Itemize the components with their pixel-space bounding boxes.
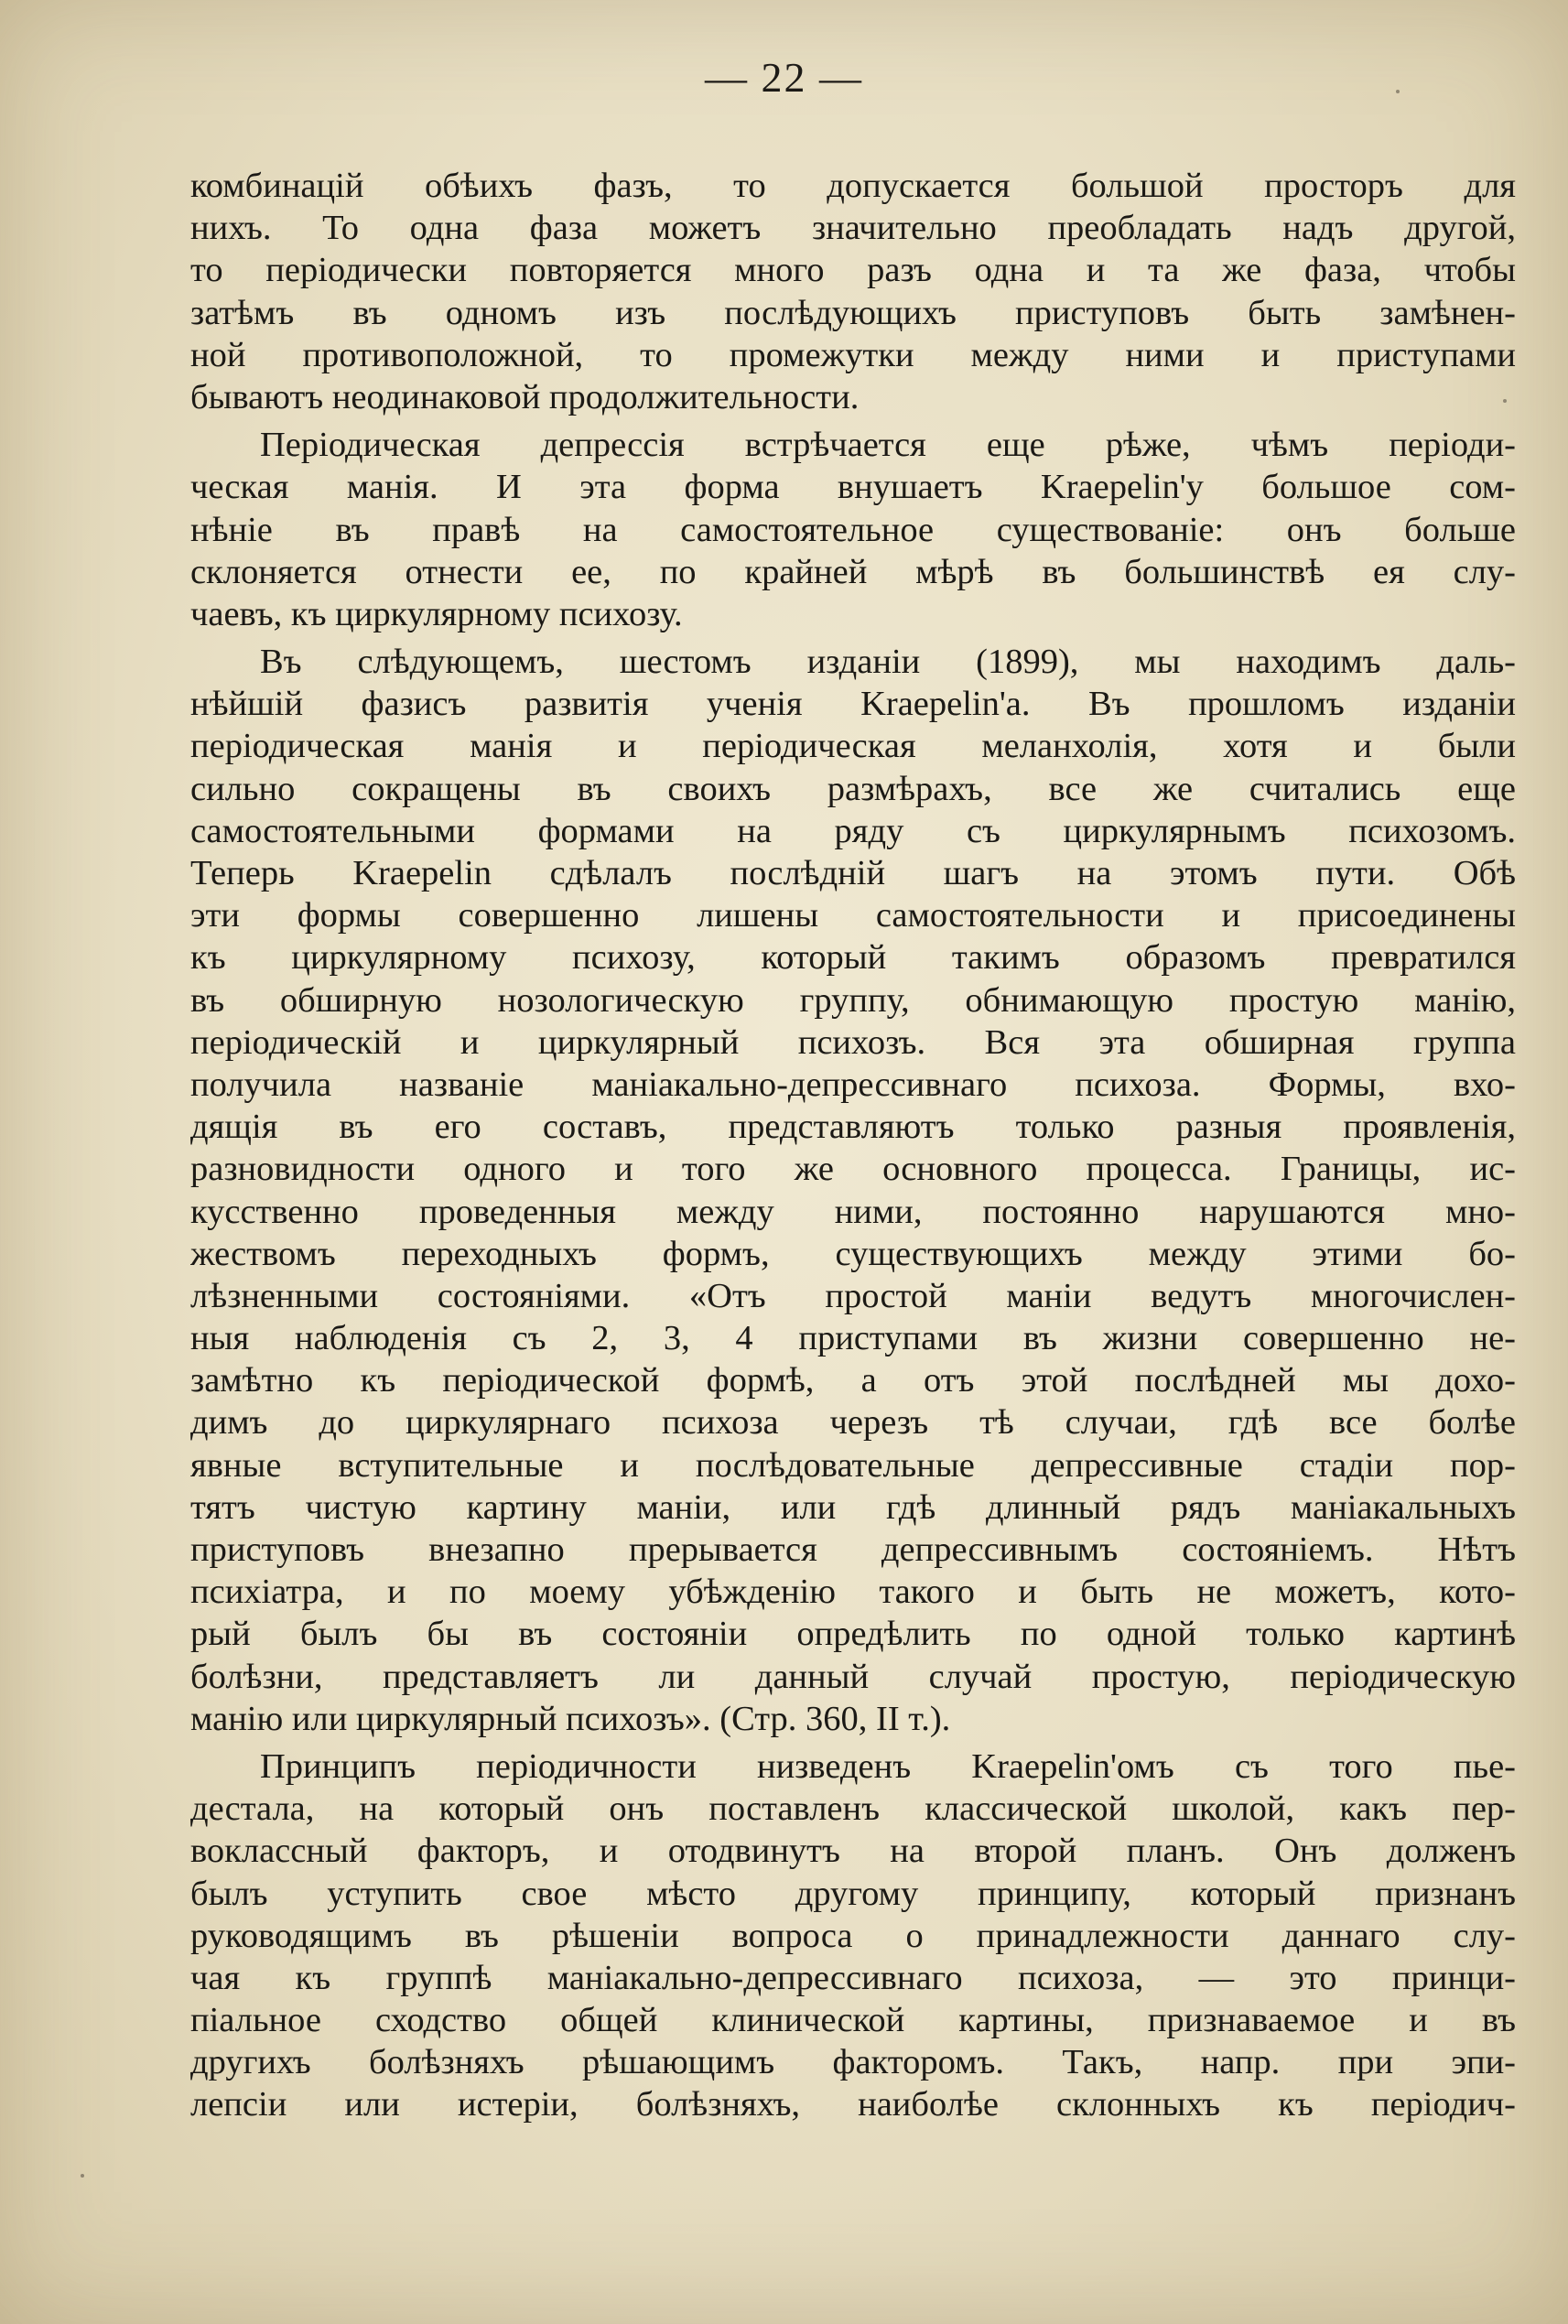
text-line: нихъ. То одна фаза можетъ значительно преобладать надъ другой,: [190, 209, 1516, 248]
text-line: нѣйшій фазисъ развитія ученія Kraepelin'а. Въ прошломъ изданіи: [190, 685, 1516, 724]
text-line: нѣніе въ правѣ на самостоятельное существованіе: онъ больше: [190, 510, 1516, 549]
text-line: лепсіи или истеріи, болѣзняхъ, наиболѣе склонныхъ къ періодич-: [190, 2085, 1516, 2124]
text-line: сильно сокращены въ своихъ размѣрахъ, все же считались еще: [190, 769, 1516, 808]
text-line: чаевъ, къ циркулярному психозу.: [190, 594, 683, 633]
text-line: манію или циркулярный психозъ». (Стр. 360, II т.).: [190, 1699, 951, 1738]
text-line: періодическая манія и періодическая меланхолія, хотя и были: [190, 727, 1516, 766]
text-line: тятъ чистую картину маніи, или гдѣ длинный рядъ маніакальныхъ: [190, 1487, 1516, 1527]
text-line: самостоятельными формами на ряду съ циркулярнымъ психозомъ.: [190, 811, 1516, 850]
text-line: разновидности одного и того же основного процесса. Границы, ис-: [190, 1150, 1516, 1189]
text-line: затѣмъ въ одномъ изъ послѣдующихъ приступовъ быть замѣнен-: [190, 293, 1516, 332]
text-line: склоняется отнести ее, по крайней мѣрѣ въ большинствѣ ея слу-: [190, 552, 1516, 591]
text-line: піальное сходство общей клинической картины, признаваемое и въ: [190, 2001, 1516, 2040]
text-line: дящія въ его составъ, представляютъ только разныя проявленія,: [190, 1108, 1516, 1147]
paper-speck: [1396, 90, 1400, 93]
text-line: бываютъ неодинаковой продолжительности.: [190, 377, 860, 416]
paragraph-first-line: Въ слѣдующемъ, шестомъ изданіи (1899), мы находимъ даль-: [260, 643, 1516, 682]
text-line: эти формы совершенно лишены самостоятельности и присоединены: [190, 896, 1516, 935]
text-line: жествомъ переходныхъ формъ, существующихъ между этими бо-: [190, 1234, 1516, 1273]
page-number: — 22 —: [705, 54, 863, 101]
text-line: комбинацій обѣихъ фазъ, то допускается большой просторъ для: [190, 167, 1516, 205]
text-line: димъ до циркулярнаго психоза черезъ тѣ случаи, гдѣ все болѣе: [190, 1403, 1516, 1443]
page-text: [190, 165, 1516, 2126]
text-line: получила названіе маніакально-депрессивнаго психоза. Формы, вхо-: [190, 1065, 1516, 1104]
text-line: воклассный факторъ, и отодвинутъ на второй планъ. Онъ долженъ: [190, 1832, 1516, 1871]
text-line: другихъ болѣзняхъ рѣшающимъ факторомъ. Такъ, напр. при эпи-: [190, 2043, 1516, 2082]
text-line: кусственно проведенныя между ними, постоянно нарушаются мно-: [190, 1192, 1516, 1231]
text-line: замѣтно къ періодической формѣ, а отъ этой послѣдней мы дохо-: [190, 1361, 1516, 1400]
text-line: Теперь Kraepelin сдѣлалъ послѣдній шагъ на этомъ пути. Обѣ: [190, 854, 1516, 892]
text-line: къ циркулярному психозу, который такимъ образомъ превратился: [190, 938, 1516, 978]
text-line: въ обширную нозологическую группу, обнимающую простую манію,: [190, 980, 1516, 1020]
text-line: руководящимъ въ рѣшеніи вопроса о принадлежности даннаго слу-: [190, 1916, 1516, 1955]
text-line: лѣзненными состояніями. «Отъ простой маніи ведутъ многочислен-: [190, 1276, 1516, 1315]
text-line: болѣзни, представляетъ ли данный случай простую, періодическую: [190, 1657, 1516, 1696]
paragraph-first-line: Принципъ періодичности низведенъ Kraepelin'омъ съ того пье-: [260, 1746, 1516, 1786]
paragraph-first-line: Періодическая депрессія встрѣчается еще рѣже, чѣмъ періоди-: [260, 426, 1516, 465]
text-line: былъ уступить свое мѣсто другому принципу, который признанъ: [190, 1874, 1516, 1913]
text-line: чая къ группѣ маніакально-депрессивнаго психоза, — это принци-: [190, 1958, 1516, 1997]
text-line: психіатра, и по моему убѣжденію такого и быть не можетъ, кото-: [190, 1573, 1516, 1612]
text-line: ныя наблюденія съ 2, 3, 4 приступами въ жизни совершенно не-: [190, 1319, 1516, 1358]
text-line: ческая манія. И эта форма внушаетъ Kraepelin'у большое сом-: [190, 468, 1516, 507]
text-line: дестала, на который онъ поставленъ классической школой, какъ пер-: [190, 1789, 1516, 1829]
text-line: рый былъ бы въ состояніи опредѣлить по одной только картинѣ: [190, 1615, 1516, 1654]
text-line: то періодически повторяется много разъ одна и та же фаза, чтобы: [190, 251, 1516, 290]
paper-speck: [81, 2174, 84, 2178]
text-line: періодическій и циркулярный психозъ. Вся эта обширная группа: [190, 1022, 1516, 1062]
text-line: ной противоположной, то промежутки между ними и приступами: [190, 335, 1516, 374]
text-line: приступовъ внезапно прерывается депрессивнымъ состояніемъ. Нѣтъ: [190, 1530, 1516, 1569]
text-line: явные вступительные и послѣдовательные депрессивные стадіи пор-: [190, 1445, 1516, 1485]
paper-speck: [1503, 399, 1507, 403]
